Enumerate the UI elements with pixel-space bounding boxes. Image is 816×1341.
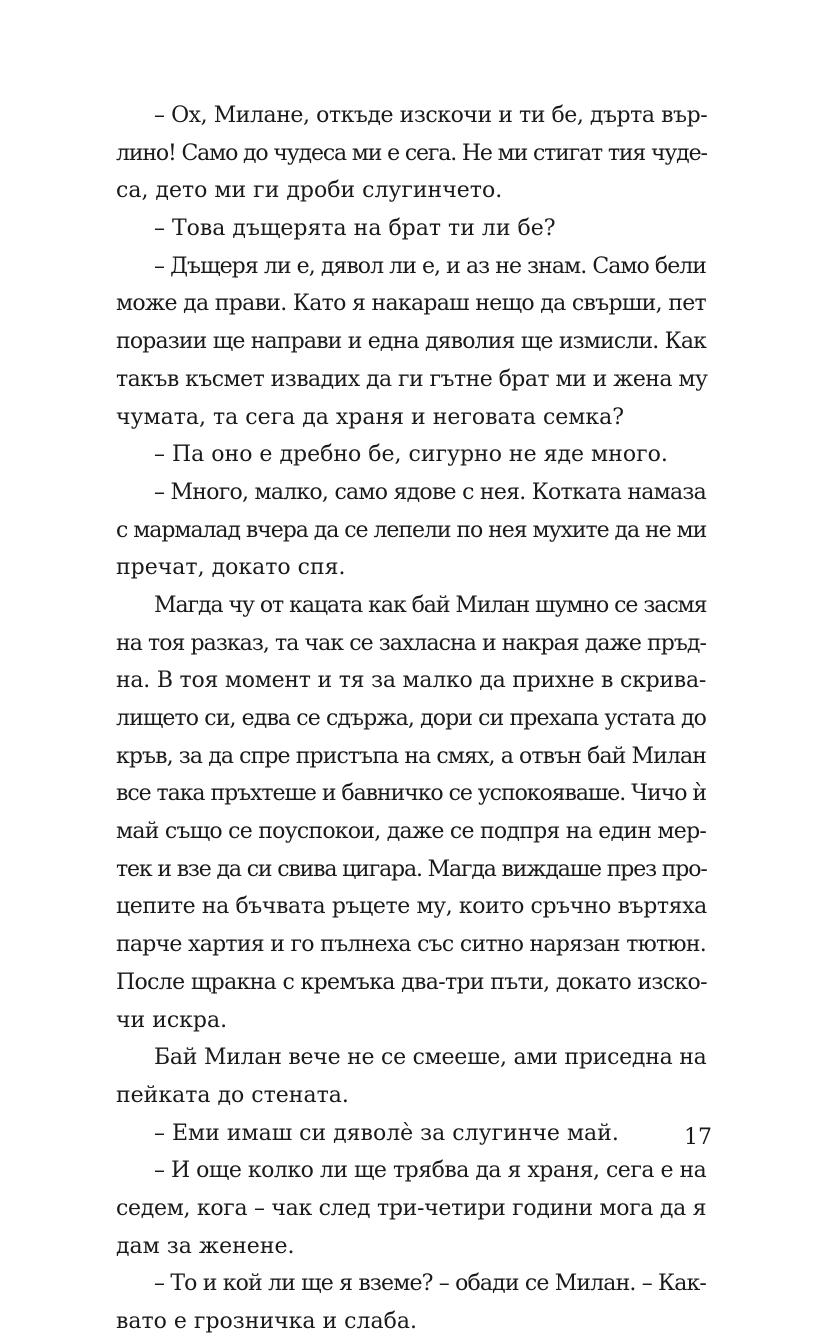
text-line: парче хартия и го пълнеха със ситно нарязан тютюн. [116,932,706,958]
text-line: с мармалад вчера да се лепели по нея мухите да не ми [116,517,707,543]
text-line: кръв, за да спре пристъпа на смях, а отвън бай Милан [116,743,706,769]
text-line: вато е грозничка и слаба. [116,1309,417,1334]
text-line: – Много, малко, само ядове с нея. Котката намаза [154,479,706,505]
text-line: такъв късмет извадих да ги гътне брат ми и жена му [116,366,708,392]
text-line: – И още колко ли ще трябва да я храня, сега е на [154,1158,707,1184]
text-line: дам за женене. [116,1233,295,1259]
text-line: чи искра. [116,1007,228,1033]
text-line: лището си, едва се сдържа, дори си прехапа устата до [116,706,706,731]
text-line: Бай Милан вече не се смееше, ами приседна на [154,1045,707,1071]
text-line: – То и кой ли ще я вземе? – обади се Милан. – Как- [154,1271,706,1297]
page-body [116,97,706,1341]
page-number: 17 [684,1125,712,1150]
text-line: пейката до стената. [116,1082,349,1108]
text-line: все така пръхтеше и бавничко се успокояваше. Чичо ѝ [116,781,706,807]
text-line: чумата, та сега да храня и неговата семка? [116,404,625,430]
text-line: – Дъщеря ли е, дявол ли е, и аз не знам. Само бели [154,253,706,279]
text-line: на. В тоя момент и тя за малко да прихне в скрива- [116,668,706,694]
text-line: пречат, докато спя. [116,555,346,581]
text-line: са, дето ми ги дроби слугинчето. [116,178,503,204]
text-line: – Еми имаш си дяволѐ за слугинче май. [154,1120,619,1146]
text-line: тек и взе да си свива цигара. Магда виждаше през про- [116,856,707,882]
text-line: може да прави. Като я накараш нещо да свърши, пет [116,291,706,317]
text-line: на тоя разказ, та чак се захласна и накрая даже пръд- [116,630,706,656]
text-line: май също се поуспокои, даже се подпря на един мер- [116,819,707,845]
text-line: После щракна с кремъка два-три пъти, докато изско- [116,969,707,995]
text-line: лино! Само до чудеса ми е сега. Не ми стигат тия чуде- [116,140,707,166]
text-line: цепите на бъчвата ръцете му, които сръчно въртяха [116,894,707,920]
text-line: – Ох, Милане, откъде изскочи и ти бе, дърта вър- [154,103,708,128]
text-line: седем, кога – чак след три-четири години мога да я [116,1195,707,1221]
text-line: поразии ще направи и една дяволия ще измисли. Как [116,329,706,355]
text-line: – Това дъщерята на брат ти ли бе? [154,216,556,242]
text-line: – Па оно е дребно бе, сигурно не яде много. [154,442,668,468]
text-line: Магда чу от кацата как бай Милан шумно се засмя [154,592,707,618]
